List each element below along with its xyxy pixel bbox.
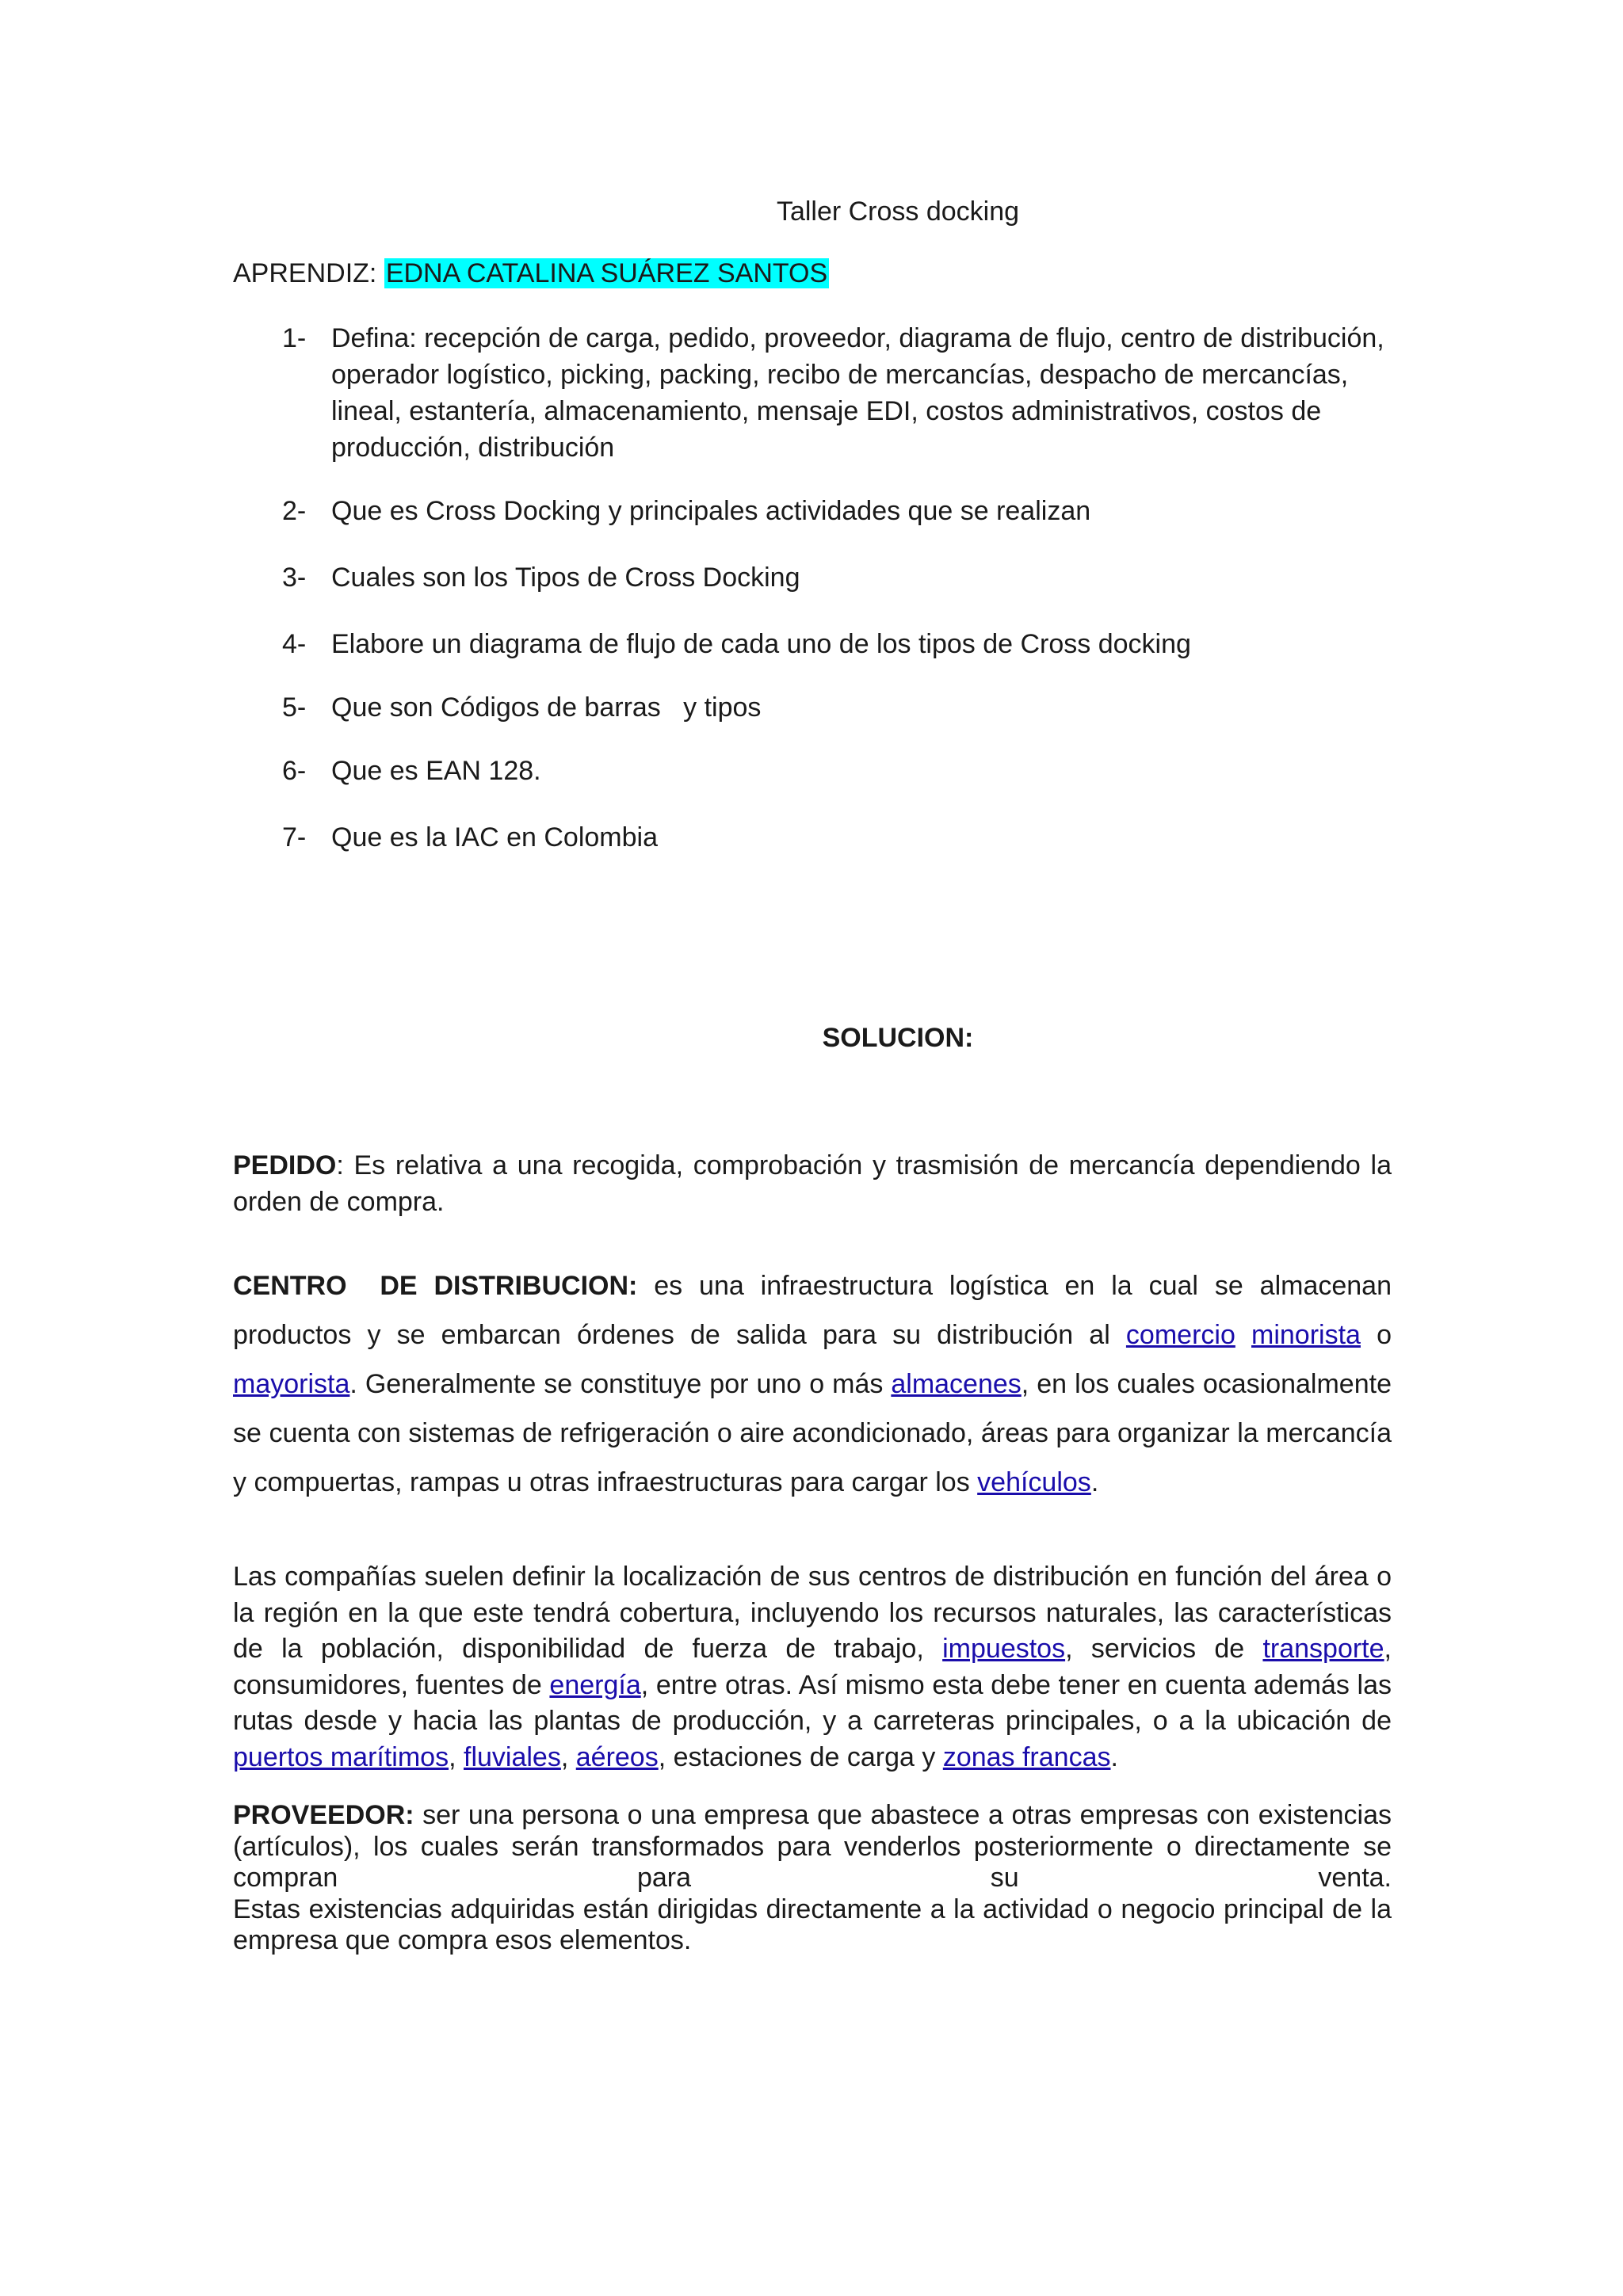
proveedor-label: PROVEEDOR: (233, 1800, 414, 1830)
companias-paragraph (233, 1559, 1392, 1775)
proveedor-text: ser una persona o una empresa que abastece a otras empresas con existencias (artículos), los cuales serán transformados para venderlos posteriormente o directamente se compran para su venta. (233, 1800, 1392, 1893)
companias-text: , (560, 1741, 576, 1772)
solution-heading: SOLUCION: (822, 1023, 974, 1053)
question-text: Que es EAN 128. (331, 756, 541, 786)
question-number: 2- (282, 496, 307, 526)
link-fluviales[interactable]: fluviales (464, 1741, 561, 1772)
companias-text: Las compañías suelen definir la localización de sus centros de distribución en función del área o la región en la que este tendrá cobertura, incluyendo los recursos naturales, las características de la población, disponibilidad de fuerza de trabajo, (233, 1562, 1392, 1664)
proveedor-definition (233, 1800, 1392, 1894)
companias-text: , estaciones de carga y (658, 1741, 943, 1772)
question-item (233, 753, 1392, 789)
link-mayorista[interactable]: mayorista (233, 1369, 350, 1399)
pedido-label: PEDIDO (233, 1150, 337, 1180)
link-almacenes[interactable]: almacenes (891, 1369, 1022, 1399)
question-number: 4- (282, 629, 307, 659)
centro-text (1235, 1320, 1251, 1350)
apprentice-line (233, 255, 829, 292)
question-number: 6- (282, 756, 307, 786)
question-item (233, 819, 1392, 856)
document-title: Taller Cross docking (776, 196, 1020, 227)
pedido-text: : Es relativa a una recogida, comprobación y trasmisión de mercancía dependiendo la orden de compra. (233, 1150, 1392, 1217)
apprentice-label: APRENDIZ: (233, 258, 377, 288)
companias-text: , consumidores, fuentes de (233, 1634, 1392, 1700)
question-item (233, 689, 1392, 726)
centro-text: . (1090, 1467, 1099, 1497)
link-zonas-francas[interactable]: zonas francas (942, 1741, 1111, 1772)
question-number: 5- (282, 692, 307, 723)
link-impuestos[interactable]: impuestos (942, 1634, 1066, 1664)
link-minorista[interactable]: minorista (1251, 1320, 1361, 1350)
centro-label: CENTRO DE DISTRIBUCION: (233, 1271, 638, 1301)
link-transporte[interactable]: transporte (1262, 1634, 1384, 1664)
centro-paragraph (233, 1261, 1392, 1507)
proveedor-paragraph (233, 1800, 1392, 1957)
question-text: Que son Códigos de barras y tipos (331, 692, 762, 723)
question-item (233, 320, 1392, 466)
pedido-paragraph (233, 1147, 1392, 1220)
questions-list (233, 320, 1392, 856)
question-item (233, 559, 1392, 596)
link-puertos-maritimos[interactable]: puertos marítimos (233, 1741, 449, 1772)
question-text: Que es la IAC en Colombia (331, 822, 658, 852)
centro-text: . Generalmente se constituye por uno o más (349, 1369, 892, 1399)
link-comercio[interactable]: comercio (1125, 1320, 1235, 1350)
question-text: Defina: recepción de carga, pedido, proveedor, diagrama de flujo, centro de distribución, operador logístico, picking, packing, recibo de mercancías, despacho de mercancías, lineal, estantería, almacenamiento, mensaje EDI, costos administrativos, costos de producción, distribución (331, 323, 1384, 463)
link-energia[interactable]: energía (549, 1669, 641, 1700)
question-item (233, 493, 1392, 529)
question-number: 3- (282, 563, 307, 593)
centro-text: o (1360, 1320, 1392, 1350)
link-aereos[interactable]: aéreos (575, 1741, 659, 1772)
companias-text: , servicios de (1065, 1634, 1263, 1664)
question-text: Que es Cross Docking y principales actividades que se realizan (331, 496, 1091, 526)
centro-text: , en los cuales ocasionalmente se cuenta con sistemas de refrigeración o aire acondicionado, áreas para organizar la mercancía y compuertas, rampas u otras infraestructuras para cargar los (233, 1369, 1392, 1497)
companias-text: . (1110, 1741, 1118, 1772)
proveedor-detail: Estas existencias adquiridas están dirigidas directamente a la actividad o negocio principal de la empresa que compra esos elementos. (233, 1894, 1392, 1955)
question-number: 1- (282, 323, 307, 353)
question-item (233, 626, 1392, 662)
link-vehiculos[interactable]: vehículos (977, 1467, 1091, 1497)
question-text: Cuales son los Tipos de Cross Docking (331, 563, 800, 593)
question-text: Elabore un diagrama de flujo de cada uno de los tipos de Cross docking (331, 629, 1191, 659)
centro-text: es una infraestructura logística en la cual se almacenan productos y se embarcan órdenes de salida para su distribución al (233, 1271, 1392, 1350)
companias-text: , entre otras. Así mismo esta debe tener en cuenta además las rutas desde y hacia las plantas de producción, y a carreteras principales, o a la ubicación de (233, 1669, 1392, 1736)
question-number: 7- (282, 822, 307, 852)
apprentice-name: EDNA CATALINA SUÁREZ SANTOS (385, 258, 828, 288)
companias-text: , (449, 1741, 464, 1772)
